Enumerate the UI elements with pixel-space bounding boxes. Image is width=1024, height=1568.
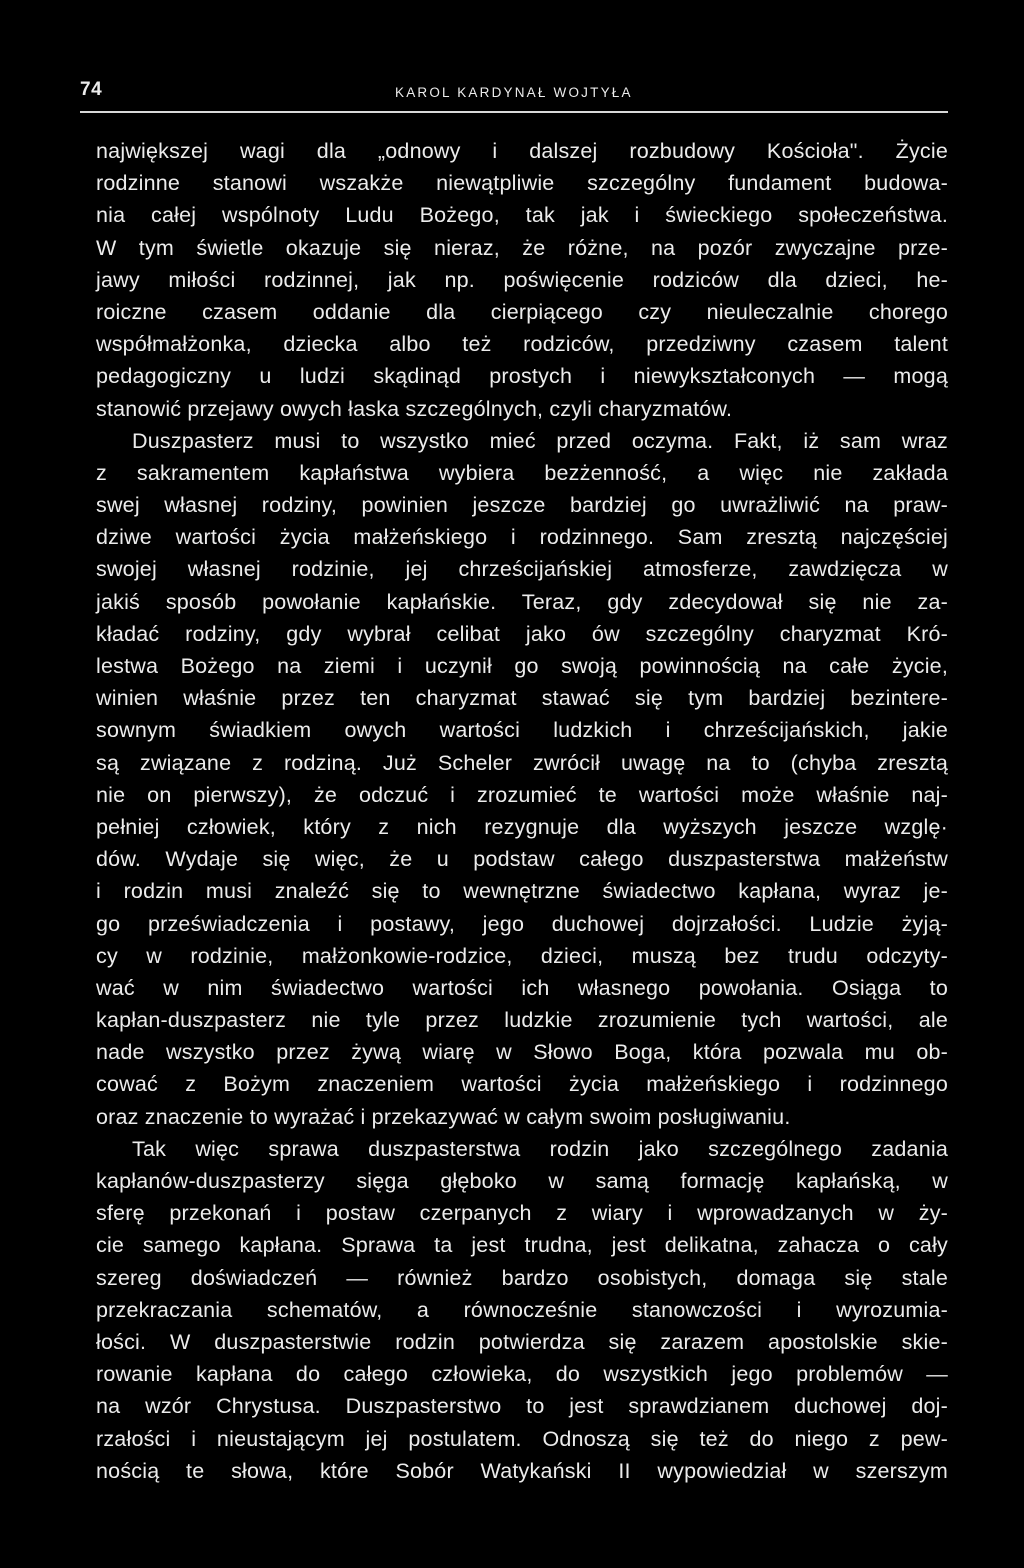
text-line: rodzinne stanowi wszakże niewątpliwie szczególny fundament budowa-: [96, 171, 948, 196]
page-number: 74: [80, 79, 103, 100]
text-line: sferę przekonań i postaw czerpanych z wiary i wprowadzanych w ży-: [96, 1201, 948, 1226]
text-line: pedagogiczny u ludzi skądinąd prostych i niewykształconych — mogą: [96, 364, 948, 389]
running-head: KAROL KARDYNAŁ WOJTYŁA: [395, 85, 633, 100]
text-line: na wzór Chrystusa. Duszpasterstwo to jest sprawdzianem duchowej doj-: [96, 1394, 948, 1419]
text-line: nie on pierwszy), że odczuć i zrozumieć te wartości może właśnie naj-: [96, 782, 948, 807]
text-line: kładać rodziny, gdy wybrał celibat jako ów szczególny charyzmat Kró-: [96, 621, 948, 646]
text-line: dziwe wartości życia małżeńskiego i rodzinnego. Sam zresztą najczęściej: [96, 525, 948, 550]
text-line: szereg doświadczeń — również bardzo osobistych, domaga się stale: [96, 1265, 948, 1290]
text-line: Duszpasterz musi to wszystko mieć przed oczyma. Fakt, iż sam wraz: [132, 428, 948, 453]
text-line: nością te słowa, które Sobór Watykański II wypowiedział w szerszym: [96, 1458, 948, 1483]
text-line: i rodzin musi znaleźć się to wewnętrzne świadectwo kapłana, wyraz je-: [96, 879, 948, 904]
header-rule: [80, 111, 948, 113]
text-line: rowanie kapłana do całego człowieka, do wszystkich jego problemów —: [96, 1362, 948, 1387]
text-line: sownym świadkiem owych wartości ludzkich i chrześcijańskich, jakie: [96, 718, 948, 743]
text-line: nade wszystko przez żywą wiarę w Słowo Boga, która pozwala mu ob-: [96, 1040, 948, 1065]
text-line: rzałości i nieustającym jej postulatem. Odnoszą się też do niego z pew-: [96, 1426, 948, 1451]
page-header: [80, 79, 948, 101]
text-line: nia całej wspólnoty Ludu Bożego, tak jak i świeckiego społeczeństwa.: [96, 203, 948, 228]
text-line: W tym świetle okazuje się nieraz, że różne, na pozór zwyczajne prze-: [96, 235, 948, 260]
text-line: Tak więc sprawa duszpasterstwa rodzin jako szczególnego zadania: [132, 1136, 948, 1161]
body-text: [96, 135, 948, 1487]
text-line: roiczne czasem oddanie dla cierpiącego czy nieuleczalnie chorego: [96, 299, 948, 324]
text-line: przekraczania schematów, a równocześnie stanowczości i wyrozumia-: [96, 1297, 948, 1322]
text-line: wać w nim świadectwo wartości ich własnego powołania. Osiąga to: [96, 975, 948, 1000]
text-line: swojej własnej rodzinie, jej chrześcijańskiej atmosferze, zawdzięcza w: [96, 557, 948, 582]
text-line: kapłanów-duszpasterzy sięga głęboko w samą formację kapłańską, w: [96, 1169, 948, 1193]
text-line: jawy miłości rodzinnej, jak np. poświęcenie rodziców dla dzieci, he-: [96, 267, 948, 292]
text-line: cie samego kapłana. Sprawa ta jest trudna, jest delikatna, zahacza o cały: [96, 1233, 948, 1258]
text-line: pełniej człowiek, który z nich rezygnuje dla wyższych jeszcze wzglę·: [96, 814, 948, 839]
text-line: największej wagi dla „odnowy i dalszej rozbudowy Kościoła". Życie: [96, 139, 948, 163]
text-line: cy w rodzinie, małżonkowie-rodzice, dzieci, muszą bez trudu odczyty-: [96, 943, 948, 968]
text-line: stanowić przejawy owych łaska szczególnych, czyli charyzmatów.: [96, 396, 733, 421]
text-line: dów. Wydaje się więc, że u podstaw całego duszpasterstwa małżeństw: [96, 847, 948, 872]
text-line: są związane z rodziną. Już Scheler zwrócił uwagę na to (chyba zresztą: [96, 750, 948, 775]
text-line: współmałżonka, dziecka albo też rodziców, przedziwny czasem talent: [96, 332, 948, 357]
text-line: kapłan-duszpasterz nie tyle przez ludzkie zrozumienie tych wartości, ale: [96, 1008, 948, 1033]
text-line: swej własnej rodziny, powinien jeszcze bardziej go uwrażliwić na praw-: [96, 493, 948, 518]
text-line: z sakramentem kapłaństwa wybiera bezżenność, a więc nie zakłada: [96, 460, 948, 485]
text-line: go przeświadczenia i postawy, jego duchowej dojrzałości. Ludzie żyją-: [96, 911, 948, 936]
text-line: łości. W duszpasterstwie rodzin potwierdza się zarazem apostolskie skie-: [96, 1329, 948, 1354]
text-line: winien właśnie przez ten charyzmat stawać się tym bardziej bezintere-: [96, 686, 948, 711]
text-line: cować z Bożym znaczeniem wartości życia małżeńskiego i rodzinnego: [96, 1072, 948, 1097]
text-line: oraz znaczenie to wyrażać i przekazywać w całym swoim posługiwaniu.: [96, 1104, 791, 1129]
text-line: lestwa Bożego na ziemi i uczynił go swoją powinnością na całe życie,: [96, 654, 948, 678]
text-line: jakiś sposób powołanie kapłańskie. Teraz, gdy zdecydował się nie za-: [96, 589, 948, 614]
